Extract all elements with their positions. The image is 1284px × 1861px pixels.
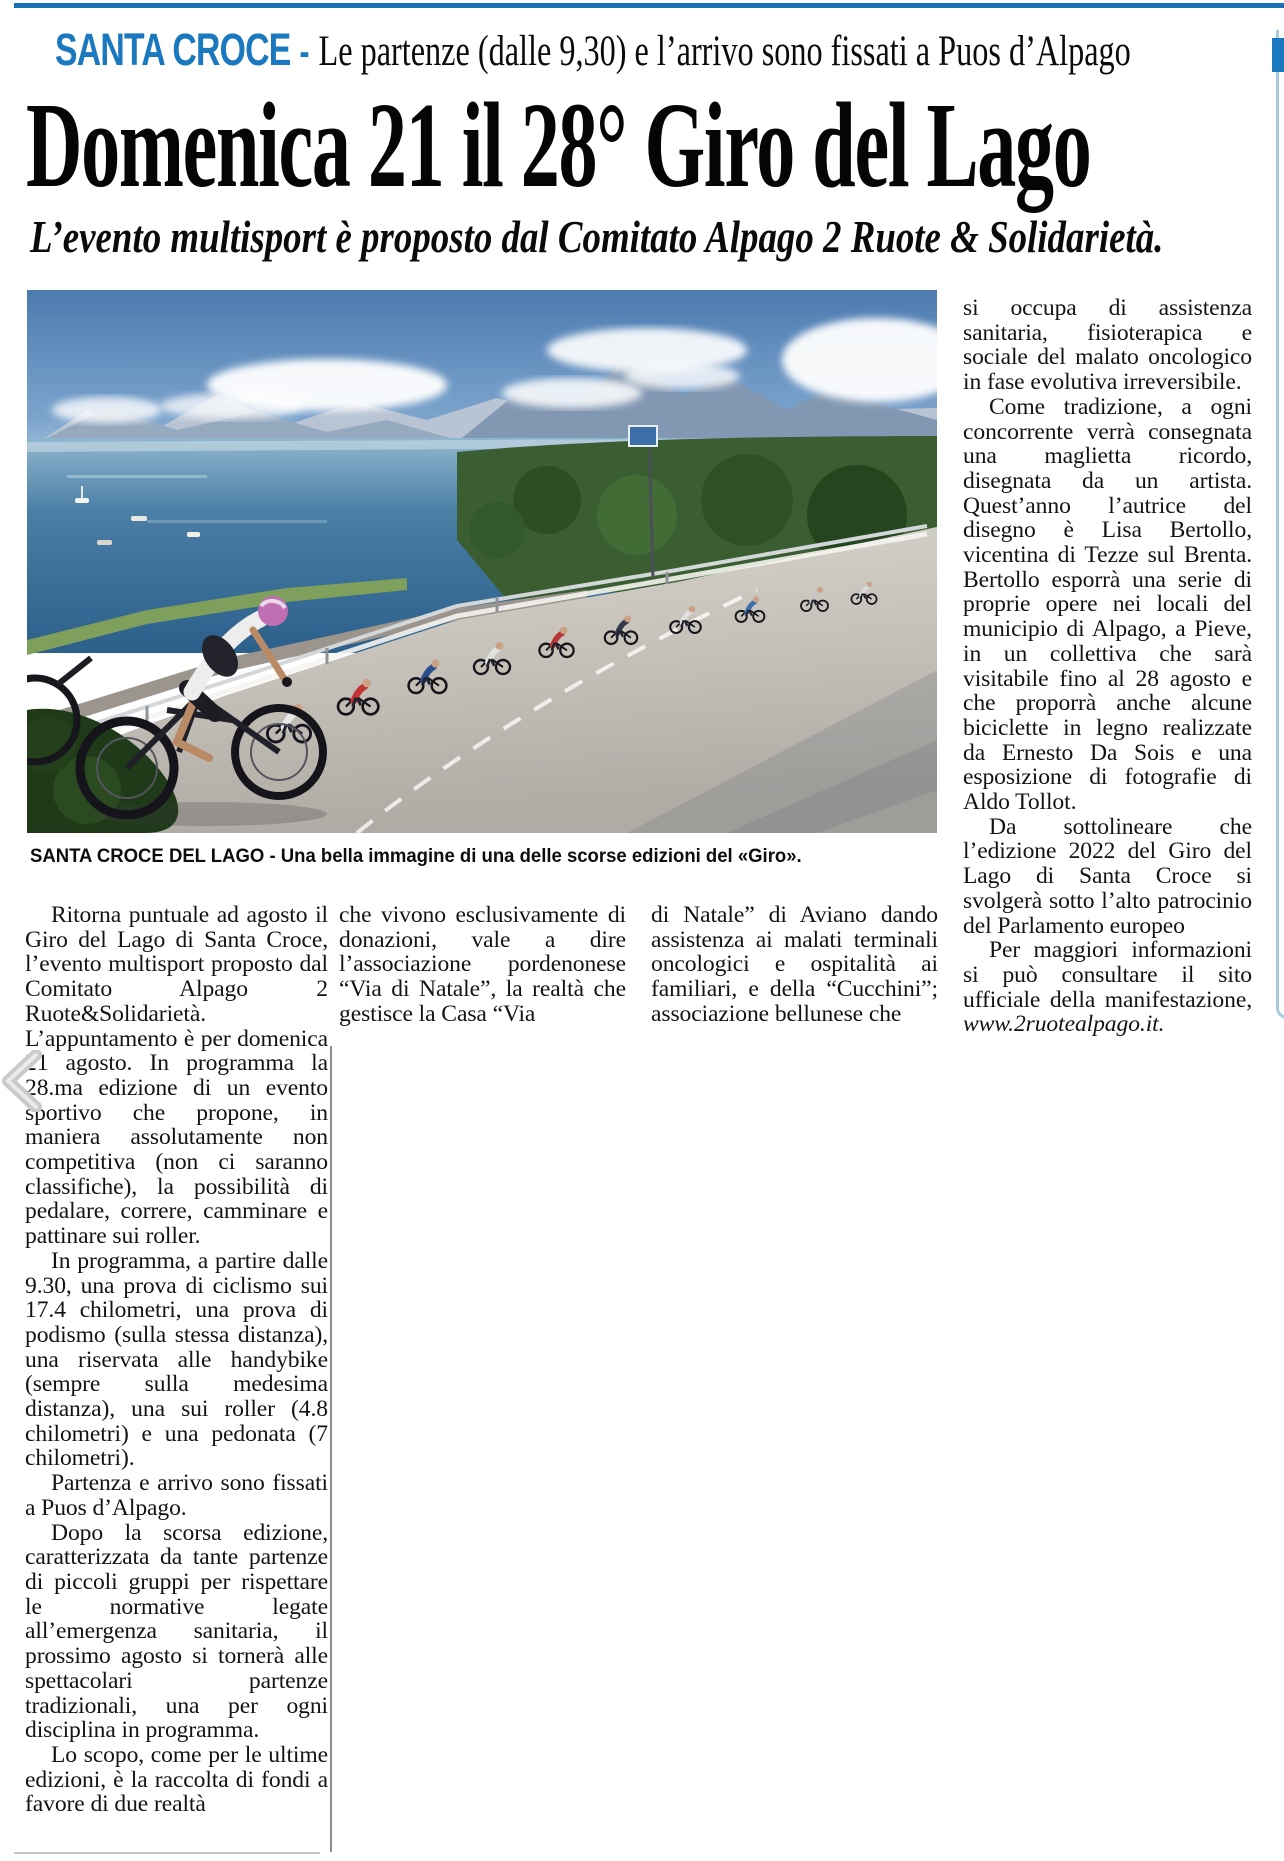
paragraph: si occupa di assistenza sanitaria, fisioterapica e sociale del malato oncologico in fase evolutiva irreversibile.: [963, 296, 1252, 396]
paragraph: Da sottolineare che l’edizione 2022 del Giro del Lago di Santa Croce si svolgerà sotto l’alto patrocinio del Parlamento europeo: [963, 813, 1252, 939]
article-photo: [27, 290, 937, 833]
adjacent-article-header-block: [1272, 38, 1284, 72]
column-divider-rule: [330, 1046, 332, 1852]
article-column-4: [963, 296, 1252, 1040]
photo-illustration: [27, 290, 937, 833]
paragraph: Come tradizione, a ogni concorrente verrà consegnata una maglietta ricordo, disegnata da un artista. Quest’anno l’autrice del disegno è Lisa Bertollo, vicentina di Tezze sul Brenta. Bertollo esporrà una serie di proprie opere nei locali del municipio di Alpago, a Pieve, in un collettiva che sarà visitabile fino al 28 agosto e che proporrà anche alcune biciclette in legno realizzate da Ernesto Da Sois e una esposizione di fotografie di Aldo Tollot.: [963, 393, 1252, 816]
prev-chevron-icon[interactable]: [0, 1050, 50, 1112]
kicker-dash: -: [299, 30, 310, 74]
paragraph: Lo scopo, come per le ultime edizioni, è la raccolta di fondi a favore di due realtà: [25, 1741, 328, 1818]
subhead: L’evento multisport è proposto dal Comitato Alpago 2 Ruote & Solidarietà.: [30, 212, 1164, 262]
column-4-paragraphs: [963, 296, 1252, 938]
column-4-last-paragraph: [963, 938, 1252, 1037]
kicker: [55, 24, 1131, 76]
article-column-3: [651, 903, 938, 1027]
top-rule: [14, 3, 1284, 8]
bottom-hairline: [14, 1852, 320, 1854]
kicker-text: Le partenze (dalle 9,30) e l’arrivo sono fissati a Puos d’Alpago: [318, 28, 1131, 75]
info-text: Per maggiori informazioni si può consultare il sito ufficiale della manifestazione,: [963, 937, 1252, 1013]
kicker-brand: SANTA CROCE: [55, 24, 291, 75]
column-2-text: che vivono esclusivamente di donazioni, vale a dire l’associazione pordenonese “Via di Natale”, la realtà che gestisce la Casa “Via: [339, 902, 626, 1027]
headline: Domenica 21 il 28° Giro del Lago: [26, 78, 1091, 213]
article-column-2: [339, 903, 626, 1027]
article-column-1: [25, 903, 328, 1861]
paragraph: Partenza e arrivo sono fissati a Puos d’Alpago.: [25, 1470, 328, 1521]
column-1-paragraphs: [25, 903, 328, 1817]
column-3-text: di Natale” di Aviano dando assistenza ai malati terminali oncologici e ospitalità ai familiari, e della “Cucchini”; associazione bellunese che: [651, 902, 938, 1027]
paragraph: Dopo la scorsa edizione, caratterizzata da tante partenze di piccoli gruppi per rispettare le normative legate all’emergenza sanitaria, il prossimo agosto si tornerà alle spettacolari partenze tradizionali, una per ogni disciplina in programma.: [25, 1519, 328, 1744]
paragraph: Ritorna puntuale ad agosto il Giro del Lago di Santa Croce, l’evento multisport proposto dal Comitato Alpago 2 Ruote&Solidarietà. L’appuntamento è per domenica 21 agosto. In programma la 28.ma edizione di un evento sportivo che propone, in maniera assolutamente non competitiva (non ci saranno classifiche), la possibilità di pedalare, correre, camminare e pattinare sui roller.: [25, 903, 328, 1250]
paragraph: In programma, a partire dalle 9.30, una prova di ciclismo sui 17.4 chilometri, una prova di podismo (sulla stessa distanza), una riservata alle handybike (sempre sulla medesima distanza), una sui roller (4.8 chilometri) e una pedonata (7 chilometri).: [25, 1247, 328, 1472]
photo-caption: SANTA CROCE DEL LAGO - Una bella immagine di una delle scorse edizioni del «Giro».: [30, 845, 802, 867]
adjacent-article-border: [1276, 30, 1284, 1019]
website-url: www.2ruotealpago.it.: [963, 1011, 1165, 1038]
